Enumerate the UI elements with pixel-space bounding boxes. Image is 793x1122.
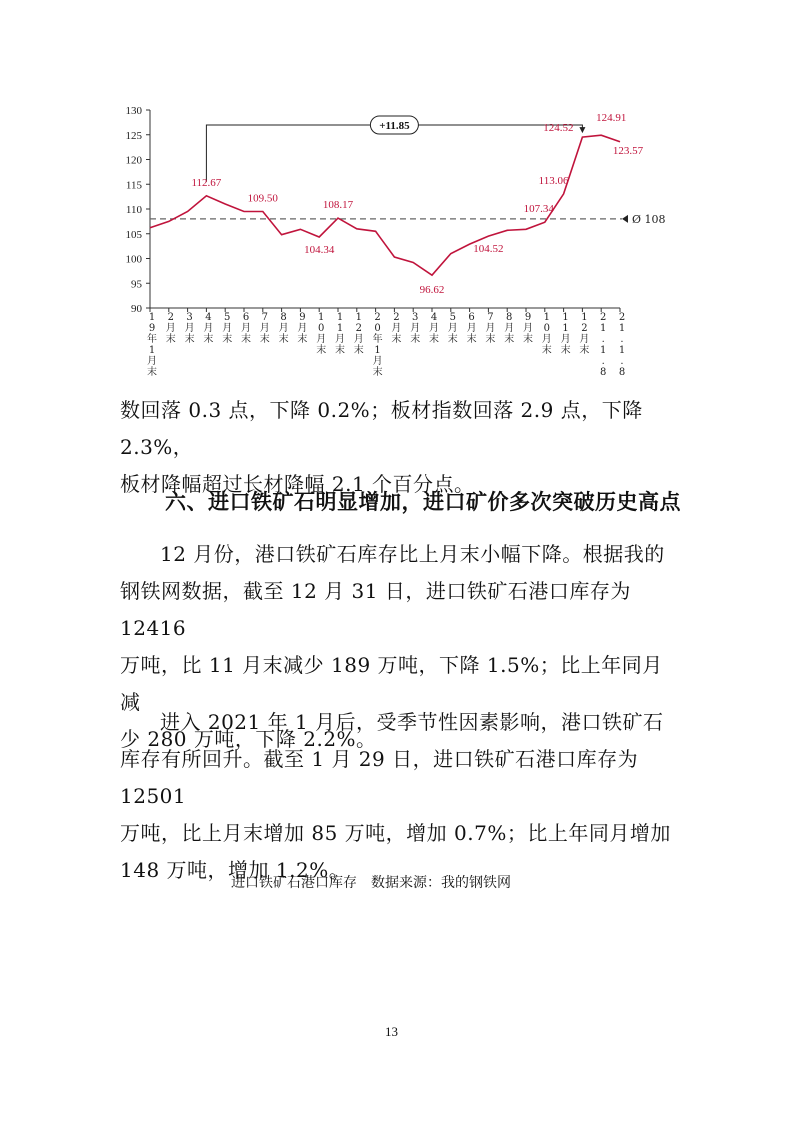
annotation-arrow [579,127,585,133]
paragraph-1-line-2: 板材降幅超过长材降幅 2.1 个百分点。 [120,472,475,496]
y-tick-label: 105 [125,228,142,241]
page-number: 13 [385,1024,398,1039]
x-tick-label: 3 月末 [410,312,421,345]
x-tick-label: 4 月末 [429,312,439,345]
x-tick-label: 8 月末 [504,312,515,345]
x-tick-label: 2 0 年 1 月末 [372,312,383,378]
x-tick-label: 7 月末 [259,312,270,345]
x-tick-label: 7 月末 [485,312,496,345]
x-tick-label: 5 月末 [447,312,458,345]
x-tick-label: 9 月末 [297,312,308,345]
x-tick-label: 2 月末 [391,312,402,345]
x-tick-label: 5 月末 [222,312,233,345]
x-tick-label: 2 月末 [165,312,176,345]
average-marker [622,215,628,223]
price-index-chart [100,98,666,388]
data-label: 124.91 [596,112,627,125]
paragraph-1-line-1: 数回落 0.3 点，下降 0.2%；板材指数回落 2.9 点，下降 2.3%， [120,398,643,459]
paragraph-3-line-4: 148 万吨，增加 1.2%。 [120,858,350,882]
y-tick-label: 120 [125,154,142,167]
x-tick-label: 8 月末 [278,312,289,345]
paragraph-3-line-2: 库存有所回升。截至 1 月 29 日，进口铁矿石港口库存为 12501 [120,747,639,808]
data-label: 108.17 [322,199,354,212]
figure-caption: 进口铁矿石港口库存 数据来源：我的钢铁网 [231,875,511,891]
data-label: 113.06 [538,174,569,187]
y-tick-label: 115 [125,179,142,192]
data-label: 112.67 [191,176,222,189]
average-label: Ø 108 [632,212,666,226]
paragraph-2-line-3: 万吨，比 11 月末减少 189 万吨，下降 1.5%；比上年同月减 [120,653,663,714]
data-label: 96.62 [419,284,445,297]
data-label: 123.57 [612,144,644,157]
x-tick-label: 9 月末 [523,312,533,345]
data-label: 107.34 [523,203,554,216]
chart-canvas [100,98,666,388]
paragraph-3 [120,704,675,889]
y-tick-label: 90 [131,303,142,315]
x-tick-label: 1 2 月末 [353,312,364,356]
data-label: 104.52 [473,243,504,256]
x-tick-label: 2 1 . 1 . 8 [600,312,607,378]
x-tick-label: 1 9 年 1 月末 [147,312,157,378]
x-tick-label: 3 月末 [184,312,195,345]
x-tick-label: 1 0 月末 [316,312,327,356]
x-tick-label: 1 1 月末 [560,312,571,356]
x-tick-label: 4 月末 [203,312,214,345]
section-heading: 六、进口铁矿石明显增加，进口矿价多次突破历史高点 [165,490,681,514]
data-label: 104.34 [304,244,335,257]
x-tick-label: 6 月末 [241,312,251,345]
annotation-label: +11.85 [379,120,410,132]
x-tick-label: 2 1 . 1 . 8 [618,312,626,378]
y-tick-label: 125 [125,129,142,142]
paragraph-3-line-3: 万吨，比上月末增加 85 万吨，增加 0.7%；比上年同月增加 [120,821,671,845]
paragraph-3-line-1: 进入 2021 年 1 月后，受季节性因素影响，港口铁矿石 [160,710,664,734]
paragraph-2-line-2: 钢铁网数据，截至 12 月 31 日，进口铁矿石港口库存为 12416 [120,579,631,640]
y-tick-label: 130 [125,105,142,117]
data-label: 124.52 [543,122,574,135]
x-tick-label: 1 1 月末 [335,312,345,356]
x-tick-label: 6 月末 [466,312,477,345]
y-tick-label: 95 [131,278,142,291]
y-tick-label: 100 [125,253,142,266]
y-tick-label: 110 [125,204,142,216]
x-tick-label: 1 0 月末 [541,312,552,356]
x-tick-label: 1 2 月末 [579,312,590,356]
paragraph-2-line-4: 少 280 万吨，下降 2.2%。 [120,727,377,751]
paragraph-2-line-1: 12 月份，港口铁矿石库存比上月末小幅下降。根据我的 [160,542,665,566]
data-label: 109.50 [247,192,278,205]
